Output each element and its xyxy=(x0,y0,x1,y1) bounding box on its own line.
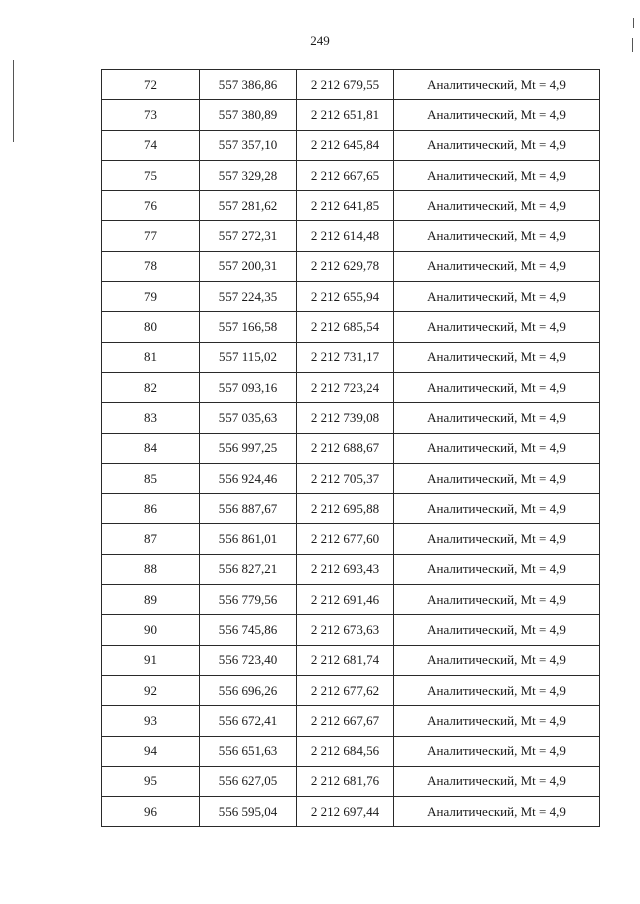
table-row xyxy=(102,554,600,584)
method-cell: Аналитический, Mt = 4,9 xyxy=(394,706,600,736)
x-coordinate-cell: 557 380,89 xyxy=(200,100,297,130)
table-row xyxy=(102,494,600,524)
method-cell: Аналитический, Mt = 4,9 xyxy=(394,403,600,433)
point-number-cell: 96 xyxy=(102,797,200,827)
table-row xyxy=(102,797,600,827)
y-coordinate-cell: 2 212 673,63 xyxy=(297,615,394,645)
method-cell: Аналитический, Mt = 4,9 xyxy=(394,736,600,766)
point-number-cell: 91 xyxy=(102,645,200,675)
x-coordinate-cell: 556 672,41 xyxy=(200,706,297,736)
table-row xyxy=(102,736,600,766)
y-coordinate-cell: 2 212 695,88 xyxy=(297,494,394,524)
point-number-cell: 78 xyxy=(102,251,200,281)
scan-artifact-right-top xyxy=(633,18,634,28)
method-cell: Аналитический, Mt = 4,9 xyxy=(394,312,600,342)
table-row xyxy=(102,766,600,796)
table-row xyxy=(102,251,600,281)
point-number-cell: 85 xyxy=(102,463,200,493)
point-number-cell: 80 xyxy=(102,312,200,342)
point-number-cell: 84 xyxy=(102,433,200,463)
x-coordinate-cell: 556 887,67 xyxy=(200,494,297,524)
x-coordinate-cell: 557 272,31 xyxy=(200,221,297,251)
point-number-cell: 76 xyxy=(102,191,200,221)
x-coordinate-cell: 556 745,86 xyxy=(200,615,297,645)
y-coordinate-cell: 2 212 739,08 xyxy=(297,403,394,433)
method-cell: Аналитический, Mt = 4,9 xyxy=(394,554,600,584)
x-coordinate-cell: 557 166,58 xyxy=(200,312,297,342)
method-cell: Аналитический, Mt = 4,9 xyxy=(394,585,600,615)
point-number-cell: 93 xyxy=(102,706,200,736)
method-cell: Аналитический, Mt = 4,9 xyxy=(394,463,600,493)
point-number-cell: 95 xyxy=(102,766,200,796)
x-coordinate-cell: 557 200,31 xyxy=(200,251,297,281)
table-row xyxy=(102,403,600,433)
method-cell: Аналитический, Mt = 4,9 xyxy=(394,160,600,190)
coordinates-table-wrapper xyxy=(101,69,600,827)
method-cell: Аналитический, Mt = 4,9 xyxy=(394,221,600,251)
y-coordinate-cell: 2 212 677,60 xyxy=(297,524,394,554)
x-coordinate-cell: 557 329,28 xyxy=(200,160,297,190)
y-coordinate-cell: 2 212 641,85 xyxy=(297,191,394,221)
method-cell: Аналитический, Mt = 4,9 xyxy=(394,645,600,675)
y-coordinate-cell: 2 212 651,81 xyxy=(297,100,394,130)
x-coordinate-cell: 556 595,04 xyxy=(200,797,297,827)
table-row xyxy=(102,675,600,705)
method-cell: Аналитический, Mt = 4,9 xyxy=(394,130,600,160)
y-coordinate-cell: 2 212 681,76 xyxy=(297,766,394,796)
x-coordinate-cell: 557 224,35 xyxy=(200,282,297,312)
table-row xyxy=(102,100,600,130)
method-cell: Аналитический, Mt = 4,9 xyxy=(394,100,600,130)
y-coordinate-cell: 2 212 684,56 xyxy=(297,736,394,766)
x-coordinate-cell: 556 627,05 xyxy=(200,766,297,796)
method-cell: Аналитический, Mt = 4,9 xyxy=(394,70,600,100)
point-number-cell: 86 xyxy=(102,494,200,524)
table-row xyxy=(102,433,600,463)
x-coordinate-cell: 557 035,63 xyxy=(200,403,297,433)
table-row xyxy=(102,463,600,493)
page-number: 249 xyxy=(310,33,330,48)
table-row xyxy=(102,342,600,372)
point-number-cell: 79 xyxy=(102,282,200,312)
y-coordinate-cell: 2 212 614,48 xyxy=(297,221,394,251)
point-number-cell: 89 xyxy=(102,585,200,615)
x-coordinate-cell: 556 924,46 xyxy=(200,463,297,493)
point-number-cell: 73 xyxy=(102,100,200,130)
x-coordinate-cell: 556 861,01 xyxy=(200,524,297,554)
method-cell: Аналитический, Mt = 4,9 xyxy=(394,766,600,796)
method-cell: Аналитический, Mt = 4,9 xyxy=(394,372,600,402)
point-number-cell: 92 xyxy=(102,675,200,705)
table-row xyxy=(102,372,600,402)
point-number-cell: 83 xyxy=(102,403,200,433)
method-cell: Аналитический, Mt = 4,9 xyxy=(394,797,600,827)
y-coordinate-cell: 2 212 681,74 xyxy=(297,645,394,675)
y-coordinate-cell: 2 212 667,67 xyxy=(297,706,394,736)
point-number-cell: 72 xyxy=(102,70,200,100)
scan-artifact-left xyxy=(13,60,14,142)
y-coordinate-cell: 2 212 629,78 xyxy=(297,251,394,281)
method-cell: Аналитический, Mt = 4,9 xyxy=(394,342,600,372)
point-number-cell: 74 xyxy=(102,130,200,160)
table-row xyxy=(102,645,600,675)
method-cell: Аналитический, Mt = 4,9 xyxy=(394,615,600,645)
y-coordinate-cell: 2 212 688,67 xyxy=(297,433,394,463)
method-cell: Аналитический, Mt = 4,9 xyxy=(394,494,600,524)
x-coordinate-cell: 557 093,16 xyxy=(200,372,297,402)
x-coordinate-cell: 557 281,62 xyxy=(200,191,297,221)
y-coordinate-cell: 2 212 705,37 xyxy=(297,463,394,493)
table-row xyxy=(102,615,600,645)
y-coordinate-cell: 2 212 655,94 xyxy=(297,282,394,312)
y-coordinate-cell: 2 212 645,84 xyxy=(297,130,394,160)
y-coordinate-cell: 2 212 691,46 xyxy=(297,585,394,615)
point-number-cell: 75 xyxy=(102,160,200,190)
x-coordinate-cell: 557 357,10 xyxy=(200,130,297,160)
table-row xyxy=(102,282,600,312)
y-coordinate-cell: 2 212 667,65 xyxy=(297,160,394,190)
table-row xyxy=(102,130,600,160)
x-coordinate-cell: 556 997,25 xyxy=(200,433,297,463)
x-coordinate-cell: 557 115,02 xyxy=(200,342,297,372)
x-coordinate-cell: 556 696,26 xyxy=(200,675,297,705)
y-coordinate-cell: 2 212 693,43 xyxy=(297,554,394,584)
y-coordinate-cell: 2 212 679,55 xyxy=(297,70,394,100)
coordinates-table xyxy=(101,69,600,827)
point-number-cell: 88 xyxy=(102,554,200,584)
table-row xyxy=(102,312,600,342)
method-cell: Аналитический, Mt = 4,9 xyxy=(394,524,600,554)
point-number-cell: 82 xyxy=(102,372,200,402)
table-row xyxy=(102,706,600,736)
table-row xyxy=(102,524,600,554)
point-number-cell: 81 xyxy=(102,342,200,372)
point-number-cell: 87 xyxy=(102,524,200,554)
method-cell: Аналитический, Mt = 4,9 xyxy=(394,675,600,705)
x-coordinate-cell: 556 779,56 xyxy=(200,585,297,615)
point-number-cell: 77 xyxy=(102,221,200,251)
x-coordinate-cell: 557 386,86 xyxy=(200,70,297,100)
y-coordinate-cell: 2 212 723,24 xyxy=(297,372,394,402)
y-coordinate-cell: 2 212 677,62 xyxy=(297,675,394,705)
x-coordinate-cell: 556 651,63 xyxy=(200,736,297,766)
table-row xyxy=(102,160,600,190)
table-body xyxy=(102,70,600,827)
point-number-cell: 90 xyxy=(102,615,200,645)
x-coordinate-cell: 556 723,40 xyxy=(200,645,297,675)
table-row xyxy=(102,70,600,100)
y-coordinate-cell: 2 212 685,54 xyxy=(297,312,394,342)
table-row xyxy=(102,221,600,251)
method-cell: Аналитический, Mt = 4,9 xyxy=(394,251,600,281)
x-coordinate-cell: 556 827,21 xyxy=(200,554,297,584)
table-row xyxy=(102,585,600,615)
point-number-cell: 94 xyxy=(102,736,200,766)
y-coordinate-cell: 2 212 731,17 xyxy=(297,342,394,372)
method-cell: Аналитический, Mt = 4,9 xyxy=(394,191,600,221)
y-coordinate-cell: 2 212 697,44 xyxy=(297,797,394,827)
table-row xyxy=(102,191,600,221)
scan-artifact-right xyxy=(632,38,633,52)
method-cell: Аналитический, Mt = 4,9 xyxy=(394,282,600,312)
method-cell: Аналитический, Mt = 4,9 xyxy=(394,433,600,463)
